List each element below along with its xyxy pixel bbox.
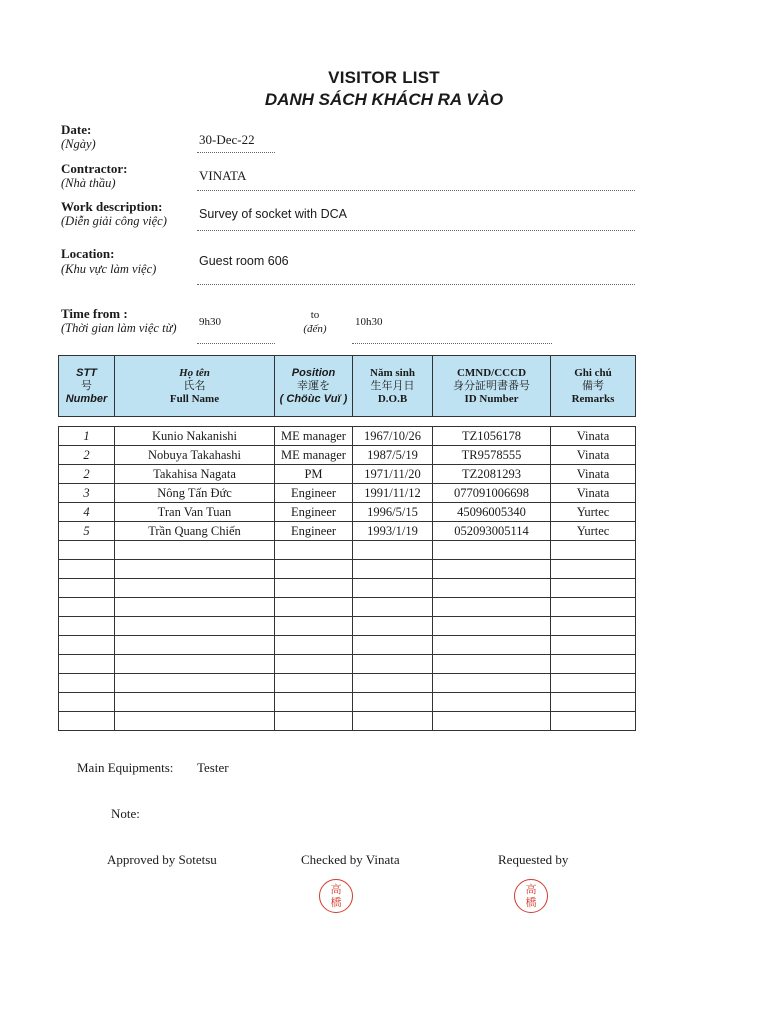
header-position-jp: 幸運を	[297, 379, 330, 392]
cell-dob: 1987/5/19	[353, 446, 433, 465]
cell-id-number: 052093005114	[433, 522, 551, 541]
work-value: Survey of socket with DCA	[199, 207, 347, 221]
cell-id-number	[433, 617, 551, 636]
cell-dob	[353, 598, 433, 617]
table-gap-row	[59, 417, 636, 427]
table-row	[59, 484, 636, 503]
cell-id-number: TR9578555	[433, 446, 551, 465]
cell-stt	[59, 674, 115, 693]
cell-full-name: Nobuya Takahashi	[115, 446, 275, 465]
cell-id-number: 45096005340	[433, 503, 551, 522]
header-name-en: Full Name	[169, 392, 220, 405]
cell-stt: 5	[59, 522, 115, 541]
header-stt-jp: 号	[81, 379, 92, 392]
table-row	[59, 541, 636, 560]
cell-full-name	[115, 655, 275, 674]
cell-id-number	[433, 674, 551, 693]
cell-position: Engineer	[275, 503, 353, 522]
checked-by-label: Checked by Vinata	[301, 852, 400, 867]
cell-remarks	[551, 712, 636, 731]
cell-stt	[59, 541, 115, 560]
cell-full-name	[115, 712, 275, 731]
table-header-row	[59, 356, 636, 417]
seal-stamp-requested	[514, 879, 548, 913]
cell-position	[275, 579, 353, 598]
cell-full-name	[115, 636, 275, 655]
cell-full-name: Takahisa Nagata	[115, 465, 275, 484]
note-label: Note:	[111, 806, 140, 821]
location-label-group	[61, 246, 156, 277]
cell-dob: 1991/11/12	[353, 484, 433, 503]
cell-remarks	[551, 541, 636, 560]
cell-full-name: Kunio Nakanishi	[115, 427, 275, 446]
cell-full-name: Tran Van Tuan	[115, 503, 275, 522]
cell-position	[275, 636, 353, 655]
cell-stt: 3	[59, 484, 115, 503]
cell-remarks	[551, 560, 636, 579]
time-to-underline	[352, 343, 552, 344]
header-remarks	[551, 356, 636, 417]
table-row	[59, 636, 636, 655]
cell-position: ME manager	[275, 427, 353, 446]
cell-stt: 1	[59, 427, 115, 446]
cell-remarks: Vinata	[551, 484, 636, 503]
cell-remarks	[551, 636, 636, 655]
time-from-underline	[197, 343, 275, 344]
location-label-vi: (Khu vực làm việc)	[61, 262, 157, 276]
cell-id-number	[433, 693, 551, 712]
table-row	[59, 427, 636, 446]
cell-remarks	[551, 655, 636, 674]
seal-stamp-checked	[319, 879, 353, 913]
header-position	[275, 356, 353, 417]
cell-full-name: Nông Tấn Đức	[115, 484, 275, 503]
time-from-value: 9h30	[199, 316, 221, 328]
cell-position	[275, 712, 353, 731]
time-to-label-vi: (đến)	[303, 323, 327, 335]
cell-id-number	[433, 655, 551, 674]
cell-remarks	[551, 598, 636, 617]
cell-full-name	[115, 693, 275, 712]
cell-stt	[59, 560, 115, 579]
cell-remarks: Yurtec	[551, 522, 636, 541]
time-label: Time from :	[61, 306, 128, 321]
contractor-value: VINATA	[199, 168, 247, 183]
header-dob	[353, 356, 433, 417]
cell-id-number	[433, 636, 551, 655]
seal-stamp-requested-text: 高橋	[525, 883, 537, 909]
table-row	[59, 503, 636, 522]
date-label-group	[61, 122, 96, 152]
cell-position: Engineer	[275, 522, 353, 541]
date-label: Date:	[61, 122, 92, 137]
cell-dob: 1971/11/20	[353, 465, 433, 484]
cell-stt	[59, 655, 115, 674]
cell-stt	[59, 598, 115, 617]
cell-stt	[59, 636, 115, 655]
cell-position	[275, 655, 353, 674]
time-to-label: to	[310, 309, 320, 321]
cell-full-name	[115, 541, 275, 560]
cell-full-name	[115, 560, 275, 579]
equipment-value: Tester	[197, 760, 229, 775]
cell-remarks	[551, 617, 636, 636]
cell-dob	[353, 617, 433, 636]
cell-dob	[353, 655, 433, 674]
header-stt	[59, 356, 115, 417]
cell-full-name: Trần Quang Chiến	[115, 522, 275, 541]
cell-stt: 2	[59, 465, 115, 484]
work-underline	[197, 230, 635, 231]
header-remarks-en: Remarks	[571, 392, 615, 405]
work-label: Work description:	[61, 199, 163, 214]
cell-position: Engineer	[275, 484, 353, 503]
table-row	[59, 598, 636, 617]
date-label-vi: (Ngày)	[61, 137, 96, 151]
cell-remarks	[551, 579, 636, 598]
cell-id-number	[433, 541, 551, 560]
cell-id-number	[433, 598, 551, 617]
work-label-group	[61, 199, 167, 229]
table-row	[59, 560, 636, 579]
table-row	[59, 693, 636, 712]
cell-dob	[353, 560, 433, 579]
header-name	[115, 356, 275, 417]
header-stt-en: Number	[65, 392, 108, 405]
location-underline	[197, 284, 635, 285]
page-title: VISITOR LIST	[328, 68, 440, 87]
table-row	[59, 522, 636, 541]
cell-full-name	[115, 674, 275, 693]
cell-full-name	[115, 617, 275, 636]
cell-dob: 1996/5/15	[353, 503, 433, 522]
header-name-jp: 氏名	[183, 379, 206, 392]
cell-remarks: Vinata	[551, 465, 636, 484]
work-label-vi: (Diễn giải công việc)	[61, 214, 167, 228]
contractor-label-group	[61, 161, 127, 191]
cell-stt	[59, 693, 115, 712]
visitor-table	[58, 355, 636, 731]
cell-dob	[353, 541, 433, 560]
cell-stt: 4	[59, 503, 115, 522]
time-label-group	[61, 306, 177, 336]
header-dob-jp: 生年月日	[370, 379, 415, 392]
header-remarks-vi: Ghi chú	[574, 366, 612, 379]
header-position-en: Position	[291, 366, 336, 379]
cell-dob: 1967/10/26	[353, 427, 433, 446]
header-name-vi: Họ tên	[179, 366, 210, 379]
header-id-vi: CMND/CCCD	[456, 366, 527, 379]
date-value: 30-Dec-22	[199, 132, 255, 147]
header-position-vi: ( Chöùc Vuï )	[279, 392, 348, 405]
table-row	[59, 712, 636, 731]
location-label: Location:	[61, 246, 115, 261]
cell-dob	[353, 636, 433, 655]
cell-id-number	[433, 712, 551, 731]
cell-id-number: 077091006698	[433, 484, 551, 503]
cell-id-number: TZ2081293	[433, 465, 551, 484]
header-dob-vi: Năm sinh	[370, 366, 415, 379]
cell-dob: 1993/1/19	[353, 522, 433, 541]
equipment-label: Main Equipments:	[77, 760, 174, 775]
table-row	[59, 655, 636, 674]
cell-full-name	[115, 579, 275, 598]
cell-position	[275, 541, 353, 560]
cell-dob	[353, 693, 433, 712]
cell-dob	[353, 579, 433, 598]
time-to-value: 10h30	[355, 316, 383, 328]
header-remarks-jp: 備考	[582, 379, 604, 392]
cell-position: PM	[275, 465, 353, 484]
time-to-label-group	[300, 308, 330, 336]
time-label-vi: (Thời gian làm việc từ)	[61, 321, 177, 335]
table-row	[59, 446, 636, 465]
header-stt-vi: STT	[76, 366, 97, 379]
cell-position	[275, 674, 353, 693]
cell-position: ME manager	[275, 446, 353, 465]
date-underline	[197, 152, 275, 153]
cell-remarks	[551, 693, 636, 712]
cell-id-number: TZ1056178	[433, 427, 551, 446]
approved-by-label: Approved by Sotetsu	[107, 852, 217, 867]
cell-position	[275, 617, 353, 636]
contractor-label-vi: (Nhà thầu)	[61, 176, 116, 190]
cell-remarks: Vinata	[551, 446, 636, 465]
seal-stamp-checked-text: 高橋	[330, 883, 342, 909]
cell-stt: 2	[59, 446, 115, 465]
cell-position	[275, 560, 353, 579]
header-id	[433, 356, 551, 417]
contractor-underline	[197, 190, 635, 191]
requested-by-label: Requested by	[498, 852, 569, 867]
table-row	[59, 617, 636, 636]
cell-stt	[59, 579, 115, 598]
cell-dob	[353, 674, 433, 693]
header-dob-en: D.O.B	[377, 392, 408, 405]
table-row	[59, 579, 636, 598]
page-subtitle: DANH SÁCH KHÁCH RA VÀO	[264, 90, 504, 109]
table-row	[59, 674, 636, 693]
location-value: Guest room 606	[199, 254, 289, 268]
cell-remarks	[551, 674, 636, 693]
cell-remarks: Yurtec	[551, 503, 636, 522]
table-body	[59, 417, 636, 731]
cell-remarks: Vinata	[551, 427, 636, 446]
header-id-en: ID Number	[464, 392, 519, 405]
cell-stt	[59, 617, 115, 636]
table-row	[59, 465, 636, 484]
contractor-label: Contractor:	[61, 161, 128, 176]
header-id-jp: 身分証明書番号	[453, 379, 530, 392]
cell-id-number	[433, 560, 551, 579]
cell-stt	[59, 712, 115, 731]
cell-dob	[353, 712, 433, 731]
cell-position	[275, 598, 353, 617]
cell-position	[275, 693, 353, 712]
cell-id-number	[433, 579, 551, 598]
cell-full-name	[115, 598, 275, 617]
